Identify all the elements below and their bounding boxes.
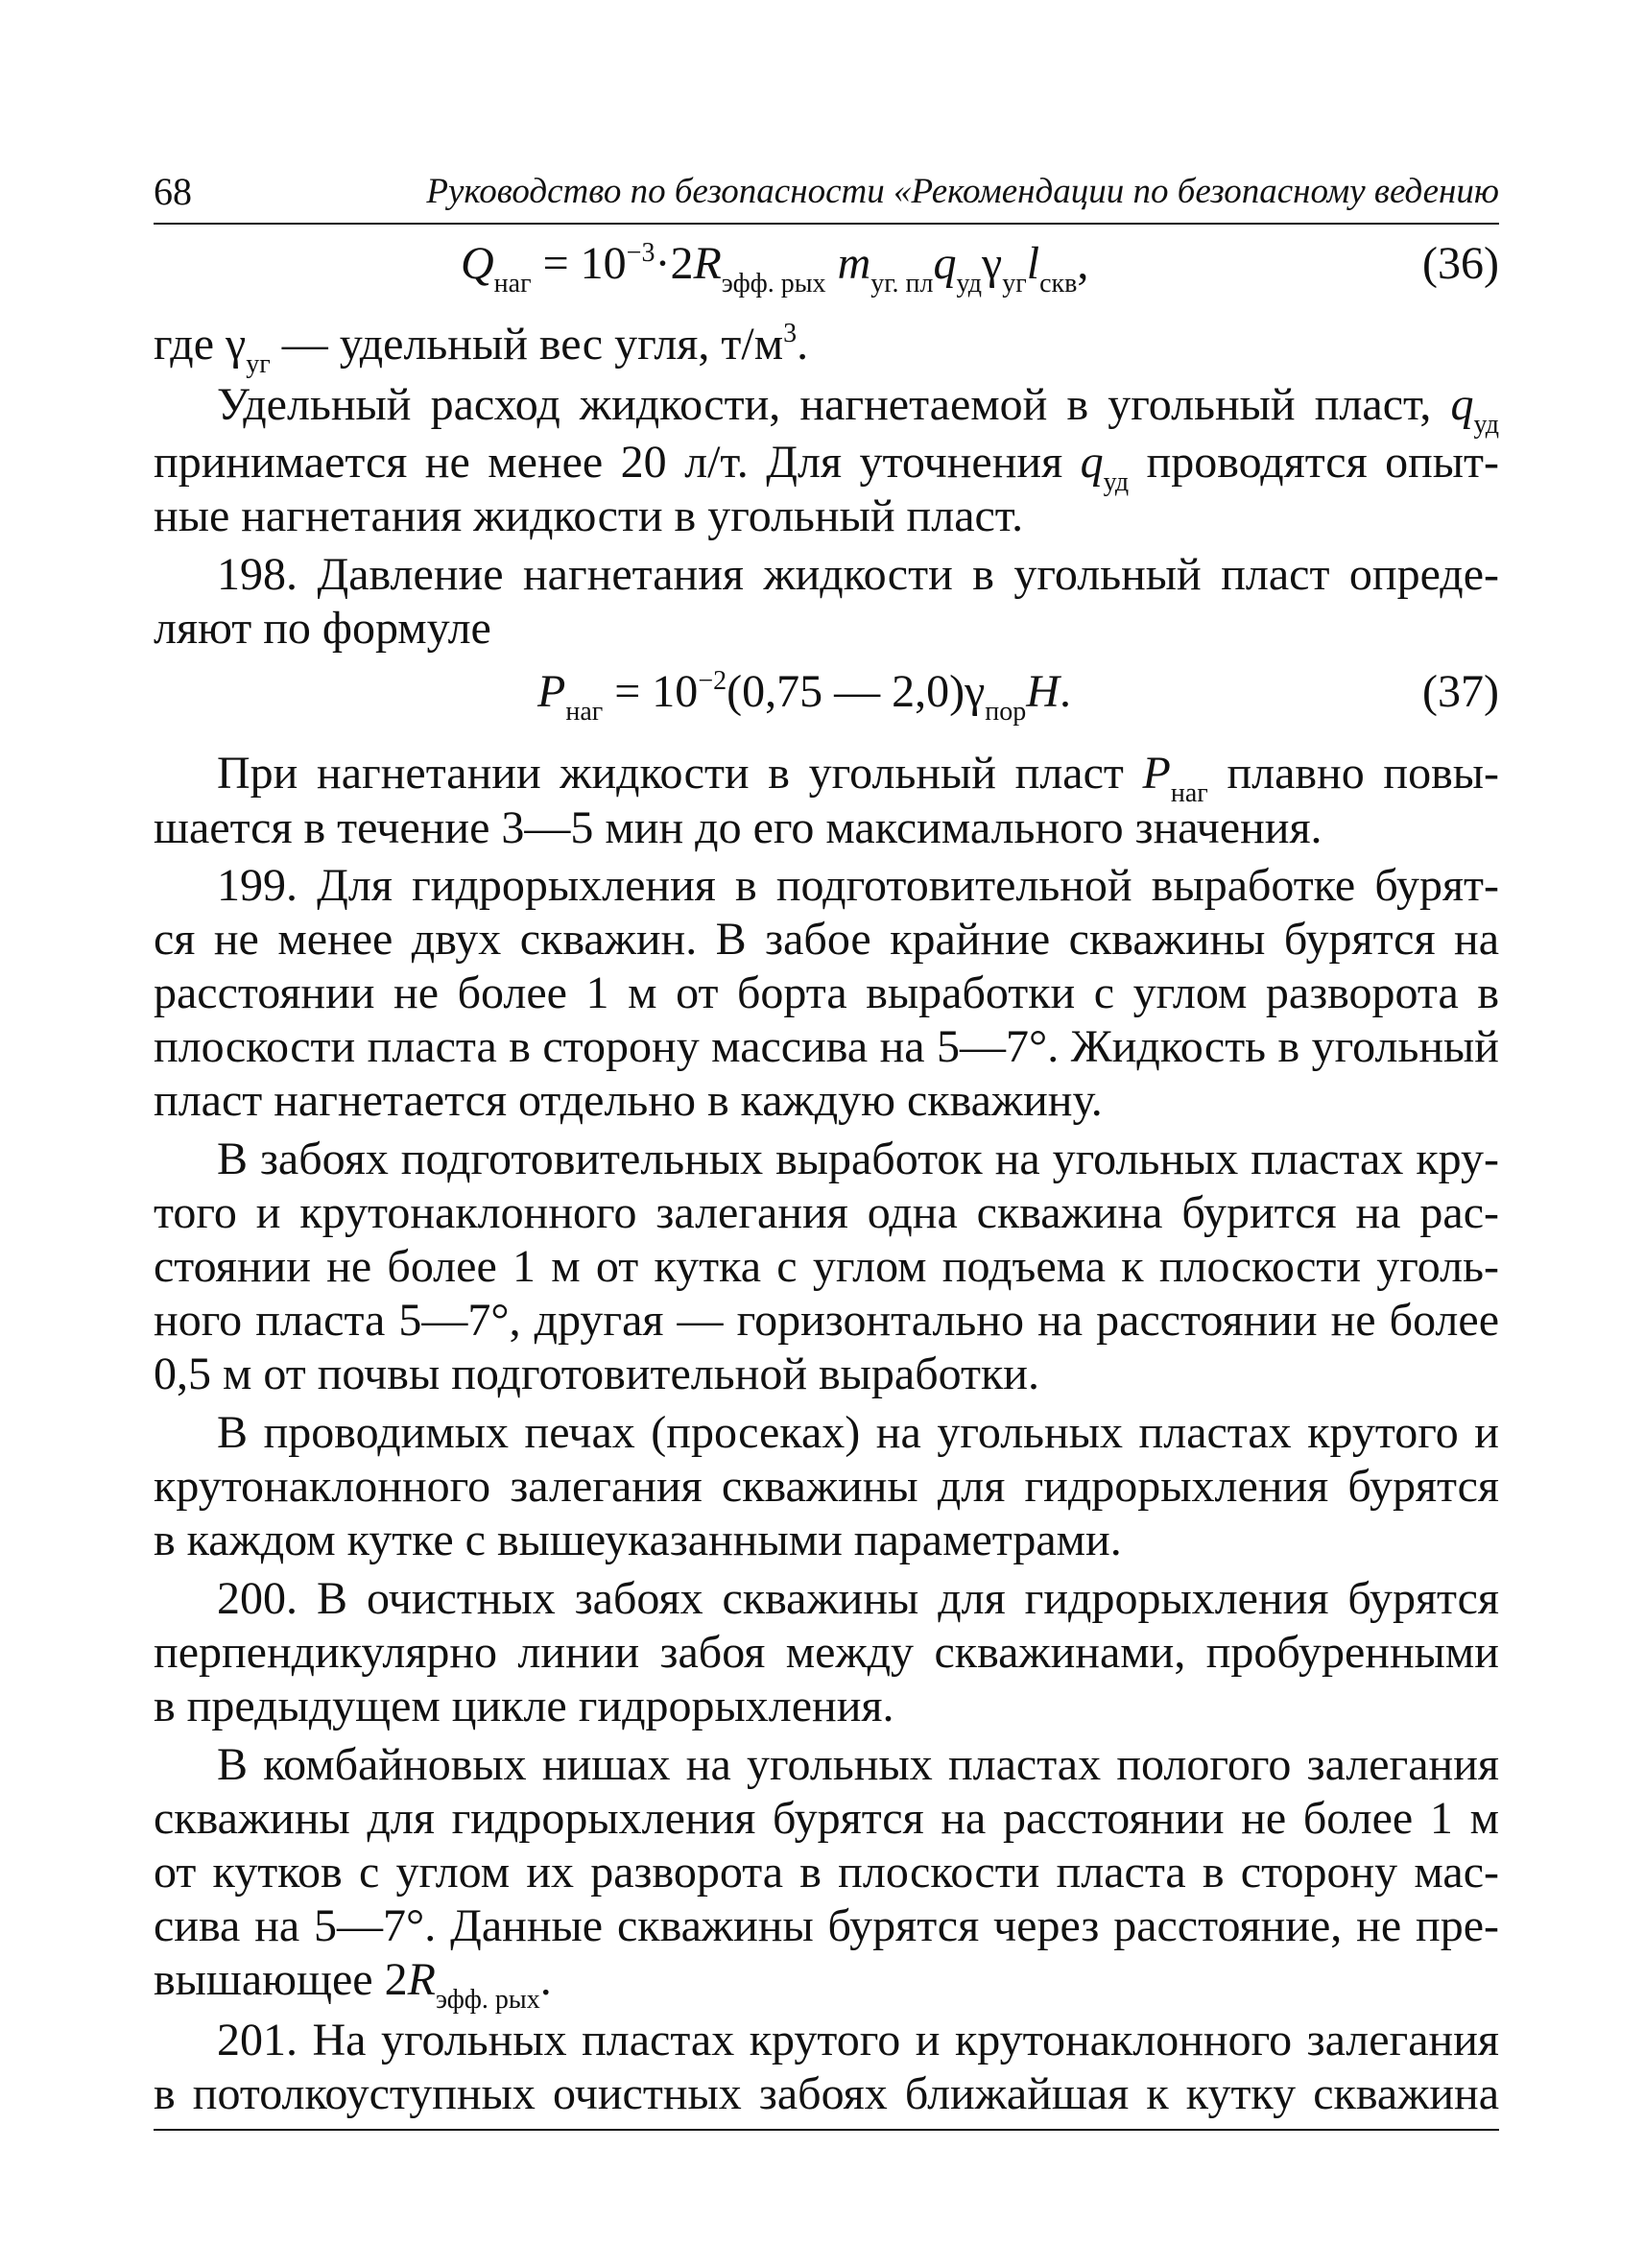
paragraph-line: При нагнетании жидкости в угольный пласт $P_{наг}$ плавно повы-	[217, 748, 1499, 808]
page-header	[154, 165, 1499, 225]
running-title: Руководство по безопасности «Рекомендации по безопасному ведению	[426, 172, 1499, 211]
paragraph-line: крутонаклонного залегания скважины для гидрорыхления бурятся	[154, 1461, 1499, 1512]
formula-36-number: (36)	[1422, 238, 1499, 289]
paragraph-line: в предыдущем цикле гидрорыхления.	[154, 1681, 894, 1731]
paragraph-line: пласт нагнетается отдельно в каждую скважину.	[154, 1075, 1103, 1126]
formula-37-number: (37)	[1422, 666, 1499, 717]
paragraph-line: расстоянии не более 1 м от борта выработки с углом разворота в	[154, 967, 1499, 1018]
paragraph-line: В забоях подготовительных выработок на угольных пластах кру-	[217, 1134, 1499, 1184]
paragraph-line: 198. Давление нагнетания жидкости в угольный пласт опреде-	[217, 549, 1499, 600]
paragraph-line: вышающее $2R_{эфф. рых}$.	[154, 1954, 552, 2015]
paragraph-line: ся не менее двух скважин. В забое крайние скважины бурятся на	[154, 914, 1499, 965]
formula-37-expression: $P_{наг} = 10^{-2}(0,75$ — $2,0)\gamma_{пор}H$.	[537, 666, 1071, 727]
paragraph-line: 200. В очистных забоях скважины для гидрорыхления бурятся	[217, 1573, 1499, 1624]
paragraph-line: стоянии не более 1 м от кутка с углом подъема к плоскости уголь-	[154, 1241, 1499, 1292]
formula-36-expression: $Q_{наг} = 10^{-3}\cdot 2R_{эфф. рых}$ $m_{уг. пл}q_{уд}\gamma_{уг}l_{скв}$,	[461, 238, 1089, 298]
paragraph-line: сива на 5—7°. Данные скважины бурятся через расстояние, не пре-	[154, 1900, 1499, 1951]
formula-37	[154, 662, 1499, 729]
paragraph-line: того и крутонаклонного залегания одна скважина бурится на рас-	[154, 1187, 1499, 1238]
paragraph-line: ные нагнетания жидкости в угольный пласт.	[154, 490, 1024, 541]
paragraph-line: В комбайновых нишах на угольных пластах пологого залегания	[217, 1739, 1499, 1790]
paragraph-line: Удельный расход жидкости, нагнетаемой в угольный пласт, $q_{уд}$	[217, 379, 1499, 440]
paragraph-line: 201. На угольных пластах крутого и крутонаклонного залегания	[217, 2015, 1499, 2065]
page-number: 68	[154, 170, 192, 213]
formula-36	[154, 234, 1499, 301]
paragraph-line: плоскости пласта в сторону массива на 5—7°. Жидкость в угольный	[154, 1021, 1499, 1072]
paragraph-line: 199. Для гидрорыхления в подготовительной выработке бурят-	[217, 860, 1499, 911]
paragraph-line: от кутков с углом их разворота в плоскости пласта в сторону мас-	[154, 1847, 1499, 1898]
paragraph-line: принимается не менее 20 л/т. Для уточнения $q_{уд}$ проводятся опыт-	[154, 437, 1500, 497]
paragraph-line: 0,5 м от почвы подготовительной выработки.	[154, 1349, 1039, 1399]
paragraph-line: ляют по формуле	[154, 603, 491, 654]
paragraph-line: шается в течение 3—5 мин до его максимального значения.	[154, 802, 1322, 853]
bottom-rule	[154, 2129, 1499, 2131]
paragraph-line: В проводимых печах (просеках) на угольных пластах крутого и	[217, 1407, 1499, 1458]
paragraph-line: скважины для гидрорыхления бурятся на расстоянии не более 1 м	[154, 1793, 1499, 1844]
paragraph-line: ного пласта 5—7°, другая — горизонтально на расстоянии не более	[154, 1295, 1499, 1346]
paragraph-line: в каждом кутке с вышеуказанными параметрами.	[154, 1515, 1122, 1565]
paragraph-line: перпендикулярно линии забоя между скважинами, пробуренными	[154, 1627, 1499, 1678]
paragraph-line: в потолкоуступных очистных забоях ближайшая к кутку скважина	[154, 2068, 1499, 2119]
where-clause: где $\gamma_{уг}$ — удельный вес угля, $т/м^3$.	[154, 319, 809, 379]
